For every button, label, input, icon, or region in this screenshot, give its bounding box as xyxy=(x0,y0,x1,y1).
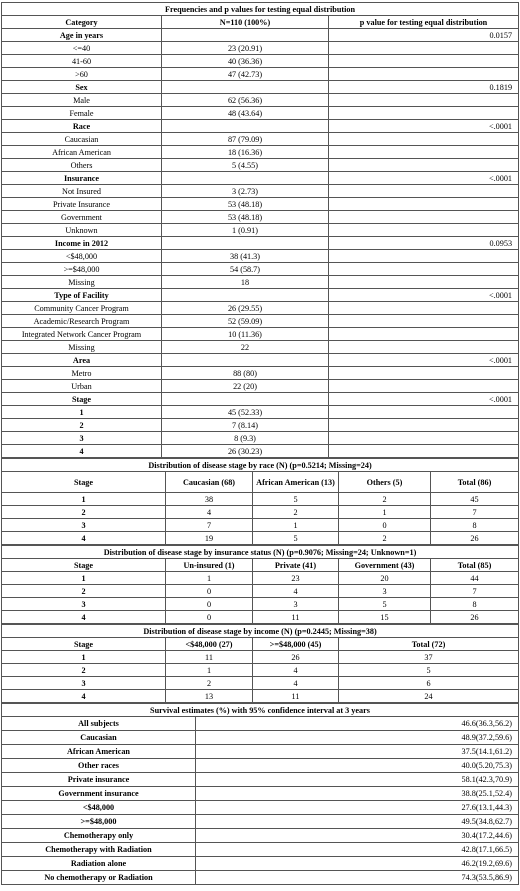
value-cell: 7 xyxy=(431,585,519,598)
p-value-cell xyxy=(329,406,519,419)
p-value-cell xyxy=(329,380,519,393)
column-header: Caucasian (68) xyxy=(166,472,253,493)
p-value-cell: 0.0157 xyxy=(329,29,519,42)
group-cell: Caucasian xyxy=(2,731,196,745)
value-cell: 37 xyxy=(339,651,519,664)
table-title: Distribution of disease stage by race (N) (p=0.5214; Missing=24) xyxy=(2,459,519,472)
value-cell: 11 xyxy=(166,651,253,664)
p-value-cell: <.0001 xyxy=(329,393,519,406)
p-value-cell xyxy=(329,224,519,237)
count-cell: 18 (16.36) xyxy=(162,146,329,159)
value-cell: 44 xyxy=(431,572,519,585)
value-cell: 26 xyxy=(431,532,519,545)
table-row xyxy=(2,289,519,302)
table-row xyxy=(2,263,519,276)
table-row xyxy=(2,367,519,380)
stage-cell: 1 xyxy=(2,493,166,506)
table-title-row xyxy=(2,704,519,717)
stage-cell: 4 xyxy=(2,611,166,624)
category-cell: >=$48,000 xyxy=(2,263,162,276)
count-cell xyxy=(162,289,329,302)
table-header-row xyxy=(2,472,519,493)
table-header-row xyxy=(2,638,519,651)
table-title: Frequencies and p values for testing equal distribution xyxy=(2,3,519,16)
table-row xyxy=(2,787,519,801)
count-cell xyxy=(162,29,329,42)
stage-cell: 1 xyxy=(2,651,166,664)
p-value-cell xyxy=(329,107,519,120)
category-cell: Missing xyxy=(2,341,162,354)
category-cell: Insurance xyxy=(2,172,162,185)
p-value-cell xyxy=(329,68,519,81)
count-cell: 48 (43.64) xyxy=(162,107,329,120)
table-row xyxy=(2,506,519,519)
estimate-cell: 30.4(17.2,44.6) xyxy=(196,829,519,843)
category-cell: 2 xyxy=(2,419,162,432)
category-cell: Type of Facility xyxy=(2,289,162,302)
table-row xyxy=(2,224,519,237)
table-row xyxy=(2,380,519,393)
p-value-cell xyxy=(329,328,519,341)
group-cell: No chemotherapy or Radiation xyxy=(2,871,196,885)
column-header: Total (86) xyxy=(431,472,519,493)
table-row xyxy=(2,341,519,354)
count-cell: 52 (59.09) xyxy=(162,315,329,328)
table-row xyxy=(2,237,519,250)
count-cell: 26 (29.55) xyxy=(162,302,329,315)
table-row xyxy=(2,677,519,690)
stage-by-race-table xyxy=(1,458,519,545)
table-row xyxy=(2,815,519,829)
group-cell: Government insurance xyxy=(2,787,196,801)
count-cell xyxy=(162,81,329,94)
p-value-cell: <.0001 xyxy=(329,289,519,302)
table-row xyxy=(2,585,519,598)
table-title-row xyxy=(2,459,519,472)
category-cell: Community Cancer Program xyxy=(2,302,162,315)
count-cell xyxy=(162,120,329,133)
table-title-row xyxy=(2,625,519,638)
table-row xyxy=(2,315,519,328)
count-cell: 62 (56.36) xyxy=(162,94,329,107)
estimate-cell: 46.6(36.3,56.2) xyxy=(196,717,519,731)
category-cell: Caucasian xyxy=(2,133,162,146)
value-cell: 0 xyxy=(166,611,253,624)
count-cell: 53 (48.18) xyxy=(162,198,329,211)
table-row xyxy=(2,328,519,341)
value-cell: 1 xyxy=(166,664,253,677)
count-cell: 7 (8.14) xyxy=(162,419,329,432)
value-cell: 6 xyxy=(339,677,519,690)
p-value-cell xyxy=(329,302,519,315)
value-cell: 3 xyxy=(339,585,431,598)
category-cell: Stage xyxy=(2,393,162,406)
value-cell: 24 xyxy=(339,690,519,703)
category-cell: Government xyxy=(2,211,162,224)
stage-cell: 2 xyxy=(2,506,166,519)
stage-cell: 1 xyxy=(2,572,166,585)
estimate-cell: 46.2(19.2,69.6) xyxy=(196,857,519,871)
table-row xyxy=(2,745,519,759)
column-header: Total (72) xyxy=(339,638,519,651)
table-row xyxy=(2,829,519,843)
value-cell: 13 xyxy=(166,690,253,703)
table-row xyxy=(2,759,519,773)
frequency-table xyxy=(1,2,519,458)
column-header: <$48,000 (27) xyxy=(166,638,253,651)
value-cell: 15 xyxy=(339,611,431,624)
count-cell: 22 xyxy=(162,341,329,354)
value-cell: 0 xyxy=(166,598,253,611)
table-row xyxy=(2,107,519,120)
group-cell: >=$48,000 xyxy=(2,815,196,829)
p-value-cell xyxy=(329,42,519,55)
table-row xyxy=(2,354,519,367)
value-cell: 11 xyxy=(253,611,339,624)
value-cell: 20 xyxy=(339,572,431,585)
column-header: p value for testing equal distribution xyxy=(329,16,519,29)
stage-by-income-table xyxy=(1,624,519,703)
count-cell: 45 (52.33) xyxy=(162,406,329,419)
table-row xyxy=(2,801,519,815)
category-cell: 41-60 xyxy=(2,55,162,68)
value-cell: 2 xyxy=(166,677,253,690)
category-cell: <$48,000 xyxy=(2,250,162,263)
category-cell: African American xyxy=(2,146,162,159)
table-row xyxy=(2,611,519,624)
value-cell: 26 xyxy=(253,651,339,664)
value-cell: 2 xyxy=(339,493,431,506)
p-value-cell xyxy=(329,315,519,328)
table-row xyxy=(2,871,519,885)
count-cell xyxy=(162,393,329,406)
table-row xyxy=(2,731,519,745)
value-cell: 23 xyxy=(253,572,339,585)
table-row xyxy=(2,42,519,55)
p-value-cell xyxy=(329,211,519,224)
p-value-cell: <.0001 xyxy=(329,354,519,367)
estimate-cell: 58.1(42.3,70.9) xyxy=(196,773,519,787)
category-cell: 3 xyxy=(2,432,162,445)
table-row xyxy=(2,302,519,315)
count-cell: 54 (58.7) xyxy=(162,263,329,276)
table-row xyxy=(2,55,519,68)
table-row xyxy=(2,519,519,532)
survival-table xyxy=(1,703,519,885)
value-cell: 4 xyxy=(253,677,339,690)
value-cell: 5 xyxy=(339,664,519,677)
table-row xyxy=(2,572,519,585)
column-header: African American (13) xyxy=(253,472,339,493)
column-header: Private (41) xyxy=(253,559,339,572)
column-header: Government (43) xyxy=(339,559,431,572)
group-cell: African American xyxy=(2,745,196,759)
table-title-row xyxy=(2,3,519,16)
value-cell: 4 xyxy=(253,585,339,598)
estimate-cell: 27.6(13.1,44.3) xyxy=(196,801,519,815)
table-header-row xyxy=(2,16,519,29)
estimate-cell: 42.8(17.1,66.5) xyxy=(196,843,519,857)
table-row xyxy=(2,29,519,42)
stage-cell: 2 xyxy=(2,585,166,598)
table-row xyxy=(2,445,519,458)
table-row xyxy=(2,211,519,224)
column-header: Total (85) xyxy=(431,559,519,572)
count-cell xyxy=(162,172,329,185)
category-cell: Others xyxy=(2,159,162,172)
value-cell: 45 xyxy=(431,493,519,506)
group-cell: <$48,000 xyxy=(2,801,196,815)
column-header: Stage xyxy=(2,472,166,493)
statistics-table-document xyxy=(1,2,518,885)
table-row xyxy=(2,185,519,198)
count-cell: 10 (11.36) xyxy=(162,328,329,341)
table-row xyxy=(2,146,519,159)
group-cell: Chemotherapy with Radiation xyxy=(2,843,196,857)
category-cell: 1 xyxy=(2,406,162,419)
category-cell: Unknown xyxy=(2,224,162,237)
count-cell: 40 (36.36) xyxy=(162,55,329,68)
table-title-row xyxy=(2,546,519,559)
p-value-cell: <.0001 xyxy=(329,172,519,185)
table-row xyxy=(2,159,519,172)
table-row xyxy=(2,250,519,263)
category-cell: Age in years xyxy=(2,29,162,42)
p-value-cell xyxy=(329,367,519,380)
p-value-cell xyxy=(329,432,519,445)
column-header: Others (5) xyxy=(339,472,431,493)
table-title: Distribution of disease stage by insurance status (N) (p=0.9076; Missing=24; Unknown=1) xyxy=(2,546,519,559)
table-row xyxy=(2,843,519,857)
table-row xyxy=(2,717,519,731)
value-cell: 8 xyxy=(431,519,519,532)
p-value-cell xyxy=(329,185,519,198)
count-cell xyxy=(162,237,329,250)
count-cell: 38 (41.3) xyxy=(162,250,329,263)
category-cell: Missing xyxy=(2,276,162,289)
p-value-cell xyxy=(329,341,519,354)
category-cell: Not Insured xyxy=(2,185,162,198)
table-row xyxy=(2,532,519,545)
p-value-cell xyxy=(329,419,519,432)
count-cell: 47 (42.73) xyxy=(162,68,329,81)
value-cell: 7 xyxy=(431,506,519,519)
stage-cell: 4 xyxy=(2,690,166,703)
table-row xyxy=(2,493,519,506)
column-header: Stage xyxy=(2,638,166,651)
column-header: Category xyxy=(2,16,162,29)
value-cell: 0 xyxy=(166,585,253,598)
table-header-row xyxy=(2,559,519,572)
column-header: Un-insured (1) xyxy=(166,559,253,572)
count-cell: 18 xyxy=(162,276,329,289)
stage-by-insurance-table xyxy=(1,545,519,624)
table-row xyxy=(2,120,519,133)
stage-cell: 4 xyxy=(2,532,166,545)
value-cell: 5 xyxy=(253,493,339,506)
table-title: Distribution of disease stage by income (N) (p=0.2445; Missing=38) xyxy=(2,625,519,638)
column-header: N=110 (100%) xyxy=(162,16,329,29)
estimate-cell: 74.3(53.5,86.9) xyxy=(196,871,519,885)
p-value-cell xyxy=(329,133,519,146)
stage-cell: 3 xyxy=(2,598,166,611)
p-value-cell xyxy=(329,198,519,211)
value-cell: 3 xyxy=(253,598,339,611)
count-cell: 5 (4.55) xyxy=(162,159,329,172)
category-cell: >60 xyxy=(2,68,162,81)
estimate-cell: 49.5(34.8,62.7) xyxy=(196,815,519,829)
group-cell: Other races xyxy=(2,759,196,773)
p-value-cell xyxy=(329,445,519,458)
estimate-cell: 37.5(14.1,61.2) xyxy=(196,745,519,759)
table-row xyxy=(2,690,519,703)
value-cell: 19 xyxy=(166,532,253,545)
stage-cell: 3 xyxy=(2,677,166,690)
p-value-cell xyxy=(329,159,519,172)
count-cell: 26 (30.23) xyxy=(162,445,329,458)
p-value-cell xyxy=(329,250,519,263)
stage-cell: 2 xyxy=(2,664,166,677)
count-cell: 1 (0.91) xyxy=(162,224,329,237)
table-row xyxy=(2,432,519,445)
group-cell: Private insurance xyxy=(2,773,196,787)
estimate-cell: 40.0(5.20,75.3) xyxy=(196,759,519,773)
estimate-cell: 38.8(25.1,52.4) xyxy=(196,787,519,801)
table-row xyxy=(2,198,519,211)
p-value-cell: 0.0953 xyxy=(329,237,519,250)
value-cell: 1 xyxy=(253,519,339,532)
category-cell: 4 xyxy=(2,445,162,458)
category-cell: Academic/Research Program xyxy=(2,315,162,328)
table-row xyxy=(2,773,519,787)
category-cell: Urban xyxy=(2,380,162,393)
estimate-cell: 48.9(37.2,59.6) xyxy=(196,731,519,745)
value-cell: 5 xyxy=(339,598,431,611)
table-row xyxy=(2,598,519,611)
column-header: >=$48,000 (45) xyxy=(253,638,339,651)
group-cell: Chemotherapy only xyxy=(2,829,196,843)
category-cell: Male xyxy=(2,94,162,107)
p-value-cell xyxy=(329,263,519,276)
category-cell: Area xyxy=(2,354,162,367)
p-value-cell: <.0001 xyxy=(329,120,519,133)
count-cell: 87 (79.09) xyxy=(162,133,329,146)
table-row xyxy=(2,172,519,185)
count-cell xyxy=(162,354,329,367)
table-row xyxy=(2,406,519,419)
value-cell: 1 xyxy=(166,572,253,585)
value-cell: 2 xyxy=(339,532,431,545)
table-title: Survival estimates (%) with 95% confidence interval at 3 years xyxy=(2,704,519,717)
value-cell: 0 xyxy=(339,519,431,532)
p-value-cell: 0.1819 xyxy=(329,81,519,94)
table-row xyxy=(2,276,519,289)
count-cell: 3 (2.73) xyxy=(162,185,329,198)
p-value-cell xyxy=(329,94,519,107)
table-row xyxy=(2,419,519,432)
category-cell: <=40 xyxy=(2,42,162,55)
table-row xyxy=(2,81,519,94)
value-cell: 4 xyxy=(253,664,339,677)
category-cell: Race xyxy=(2,120,162,133)
stage-cell: 3 xyxy=(2,519,166,532)
category-cell: Integrated Network Cancer Program xyxy=(2,328,162,341)
count-cell: 23 (20.91) xyxy=(162,42,329,55)
table-row xyxy=(2,651,519,664)
value-cell: 4 xyxy=(166,506,253,519)
table-row xyxy=(2,393,519,406)
table-row xyxy=(2,857,519,871)
p-value-cell xyxy=(329,146,519,159)
value-cell: 7 xyxy=(166,519,253,532)
category-cell: Female xyxy=(2,107,162,120)
value-cell: 8 xyxy=(431,598,519,611)
value-cell: 11 xyxy=(253,690,339,703)
table-row xyxy=(2,68,519,81)
value-cell: 5 xyxy=(253,532,339,545)
category-cell: Private Insurance xyxy=(2,198,162,211)
count-cell: 22 (20) xyxy=(162,380,329,393)
group-cell: All subjects xyxy=(2,717,196,731)
category-cell: Metro xyxy=(2,367,162,380)
table-row xyxy=(2,94,519,107)
category-cell: Income in 2012 xyxy=(2,237,162,250)
p-value-cell xyxy=(329,276,519,289)
count-cell: 88 (80) xyxy=(162,367,329,380)
p-value-cell xyxy=(329,55,519,68)
category-cell: Sex xyxy=(2,81,162,94)
table-row xyxy=(2,664,519,677)
table-row xyxy=(2,133,519,146)
count-cell: 53 (48.18) xyxy=(162,211,329,224)
value-cell: 2 xyxy=(253,506,339,519)
count-cell: 8 (9.3) xyxy=(162,432,329,445)
value-cell: 1 xyxy=(339,506,431,519)
group-cell: Radiation alone xyxy=(2,857,196,871)
value-cell: 26 xyxy=(431,611,519,624)
value-cell: 38 xyxy=(166,493,253,506)
column-header: Stage xyxy=(2,559,166,572)
